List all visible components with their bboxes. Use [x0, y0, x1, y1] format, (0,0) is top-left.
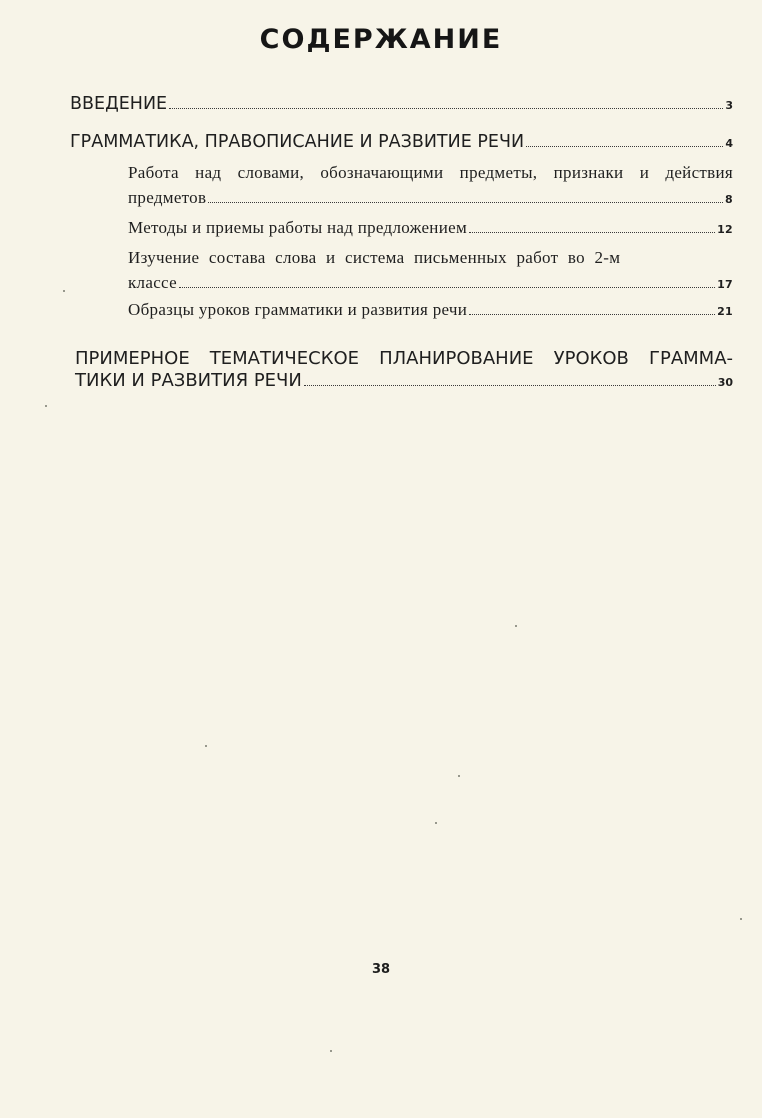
toc-entry-page: 8 [725, 193, 733, 206]
page-number: 38 [371, 962, 391, 977]
toc-leader-dots [469, 231, 715, 233]
toc-leader-dots [179, 286, 715, 288]
paper-speck [63, 290, 65, 292]
toc-leader-dots [526, 145, 723, 147]
toc-entry-label-line2: ТИКИ И РАЗВИТИЯ РЕЧИ [75, 370, 302, 391]
toc-entry-page: 30 [717, 376, 733, 389]
toc-entry-words-work[interactable] [128, 162, 733, 208]
paper-speck [458, 775, 460, 777]
paper-speck [515, 625, 517, 627]
toc-entry-label-line2: предметов [128, 188, 207, 207]
toc-leader-dots [469, 313, 715, 315]
toc-entry-thematic-planning[interactable] [75, 348, 733, 391]
toc-entry-page: 3 [725, 99, 733, 112]
toc-entry-label: ГРАММАТИКА, ПРАВОПИСАНИЕ И РАЗВИТИЕ РЕЧИ [70, 132, 525, 152]
toc-entry-lesson-samples[interactable] [128, 300, 733, 320]
toc-entry-page: 21 [717, 305, 733, 318]
toc-leader-dots [304, 384, 716, 386]
paper-speck [740, 918, 742, 920]
toc-entry-label-line1: ПРИМЕРНОЕ ТЕМАТИЧЕСКОЕ ПЛАНИРОВАНИЕ УРОКОВ ГРАММА- [75, 348, 733, 369]
toc-entry-page: 17 [717, 278, 733, 291]
paper-speck [45, 405, 47, 407]
paper-speck [330, 1050, 332, 1052]
toc-entry-label: Образцы уроков грамматики и развития речи [128, 300, 468, 319]
toc-entry-label-line2: классе [128, 273, 177, 292]
toc-entry-page: 12 [717, 223, 733, 236]
toc-entry-label: Методы и приемы работы над предложением [128, 218, 467, 237]
paper-speck [435, 822, 437, 824]
toc-entry-label-line1: Изучение состава слова и система письменных работ во 2-м [128, 248, 621, 267]
paper-speck [205, 745, 207, 747]
toc-entry-sentence-methods[interactable] [128, 218, 733, 238]
toc-entry-page: 4 [725, 137, 733, 150]
toc-leader-dots [208, 201, 723, 203]
toc-entry-grammar[interactable] [70, 132, 733, 152]
toc-entry-label-line1: Работа над словами, обозначающими предметы, признаки и действия [128, 163, 733, 182]
toc-entry-introduction[interactable] [70, 94, 733, 114]
toc-entry-label: ВВЕДЕНИЕ [70, 94, 168, 114]
page-title: СОДЕРЖАНИЕ [259, 24, 503, 55]
toc-entry-word-structure[interactable] [128, 247, 733, 293]
toc-leader-dots [169, 107, 723, 109]
